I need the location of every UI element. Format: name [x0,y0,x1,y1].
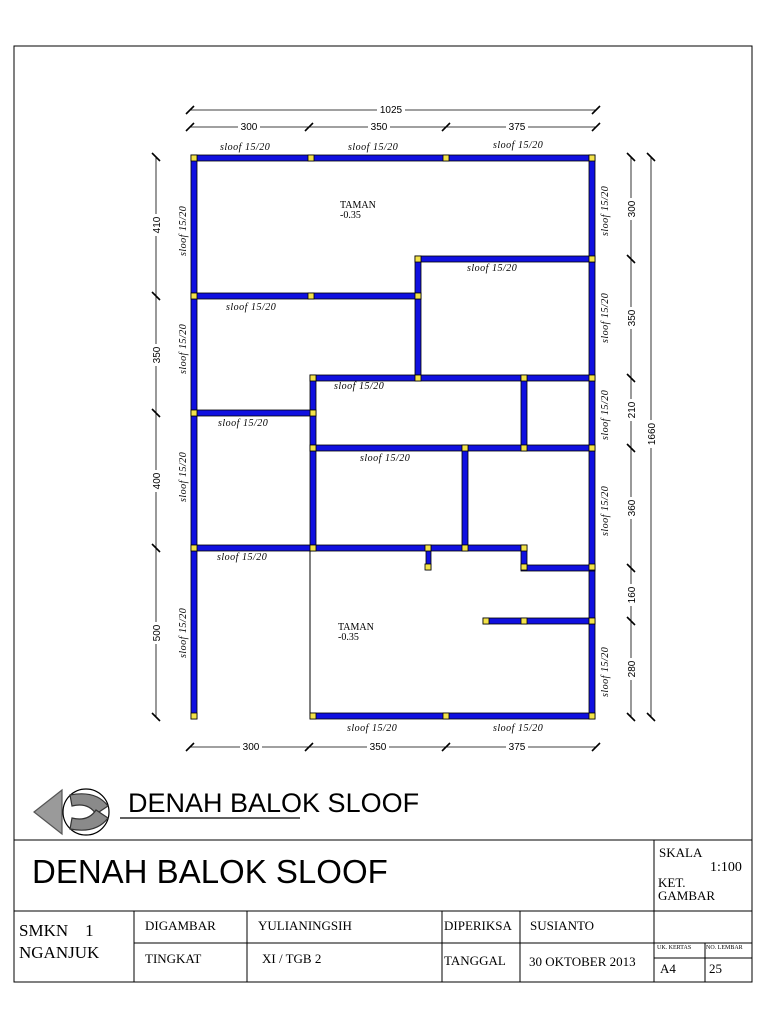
skala-label: SKALA [659,845,703,860]
dim-total-right: 1660 [647,422,658,446]
beam-label: sloof 15/20 [600,185,611,236]
column-marker [425,545,431,551]
dim-right: 280 [627,660,638,678]
dim-right: 210 [627,401,638,419]
beam-label: sloof 15/20 [226,302,277,313]
column-marker [310,375,316,381]
column-marker [462,545,468,551]
column-marker [191,410,197,416]
beam-label: sloof 15/20 [218,418,269,429]
beam-label: sloof 15/20 [360,453,411,464]
dim-top: 375 [508,122,526,133]
column-marker [589,618,595,624]
beam-label: sloof 15/20 [600,485,611,536]
beam [310,713,595,719]
room-labels [338,200,376,643]
column-marker [483,618,489,624]
beam-label: sloof 15/20 [220,142,271,153]
beam-label: sloof 15/20 [347,723,398,734]
column-marker [308,155,314,161]
tingkat-value: XI / TGB 2 [262,951,322,966]
column-marker [310,713,316,719]
dim-right: 160 [627,586,638,604]
dim-left: 500 [152,624,163,642]
diperiksa-label: DIPERIKSA [444,918,512,933]
column-marker [462,445,468,451]
beam-label: sloof 15/20 [600,646,611,697]
tanggal-value: 30 OKTOBER 2013 [529,954,636,969]
beam-label: sloof 15/20 [334,381,385,392]
beam-label: sloof 15/20 [600,292,611,343]
beam [191,155,595,161]
beam [462,445,468,551]
beam-label: sloof 15/20 [493,140,544,151]
drawing-title: DENAH BALOK SLOOF [128,788,420,818]
column-marker [310,545,316,551]
beam-labels [178,140,611,734]
beam [310,445,595,451]
dim-top: 350 [370,122,388,133]
beam [191,545,527,551]
dim-total-top: 1025 [379,105,403,116]
column-marker [191,155,197,161]
dim-left: 350 [152,346,163,364]
column-marker [589,445,595,451]
dim-bottom: 375 [508,742,526,753]
column-marker [521,618,527,624]
room-level: -0.35 [338,632,359,643]
skala-value: 1:100 [710,860,742,875]
tingkat-label: TINGKAT [145,951,202,966]
beam [191,293,421,299]
ket-label: KET. [658,875,686,890]
beam-label: sloof 15/20 [178,205,189,256]
beam-label: sloof 15/20 [348,142,399,153]
dim-right: 350 [627,309,638,327]
beam [415,256,421,380]
dim-right: 300 [627,200,638,218]
dim-bottom: 350 [369,742,387,753]
beam-label: sloof 15/20 [217,552,268,563]
column-marker [415,375,421,381]
beam-label: sloof 15/20 [467,263,518,274]
dim-left: 410 [152,216,163,234]
uk-kertas-label: UK. KERTAS [657,945,692,951]
column-marker [589,713,595,719]
column-marker [443,713,449,719]
tanggal-label: TANGGAL [444,953,506,968]
column-marker [308,293,314,299]
column-marker [443,155,449,161]
room-name: TAMAN [340,200,376,211]
room-name: TAMAN [338,622,374,633]
column-marker [191,293,197,299]
column-marker [589,155,595,161]
dim-bottom: 300 [242,742,260,753]
beam [310,375,316,551]
beam-label: sloof 15/20 [178,607,189,658]
beam-label: sloof 15/20 [493,723,544,734]
column-marker [191,713,197,719]
gambar-label: GAMBAR [658,888,716,903]
room-level: -0.35 [340,210,361,221]
column-marker [521,445,527,451]
column-marker [415,293,421,299]
school-city: NGANJUK [19,943,100,962]
column-marker [415,256,421,262]
column-marker [191,545,197,551]
beam [415,256,595,262]
column-marker [521,375,527,381]
dim-right: 360 [627,499,638,517]
title-block-title: DENAH BALOK SLOOF [32,853,388,890]
digambar-value: YULIANINGSIH [258,918,352,933]
no-lembar-value: 25 [709,961,722,976]
beam-label: sloof 15/20 [600,389,611,440]
beam [191,410,316,416]
digambar-label: DIGAMBAR [145,918,216,933]
diperiksa-value: SUSIANTO [530,918,595,933]
dim-left: 400 [152,472,163,490]
beam-label: sloof 15/20 [178,323,189,374]
beam [589,155,595,719]
column-marker [310,445,316,451]
dim-top: 300 [240,122,258,133]
sloof-beams [191,155,595,719]
column-marker [589,564,595,570]
column-marker [589,256,595,262]
column-marker [425,564,431,570]
beam [521,565,595,571]
uk-kertas-value: A4 [660,961,676,976]
sheet-border [14,46,752,982]
column-marker [310,410,316,416]
column-marker [589,375,595,381]
beam [191,155,197,719]
beam [521,375,527,451]
column-marker [521,564,527,570]
column-markers [191,155,595,719]
no-lembar-label: NO. LEMBAR [706,945,743,951]
beam [483,618,595,624]
school-name: SMKN 1 [19,921,94,940]
beam-label: sloof 15/20 [178,451,189,502]
column-marker [521,545,527,551]
